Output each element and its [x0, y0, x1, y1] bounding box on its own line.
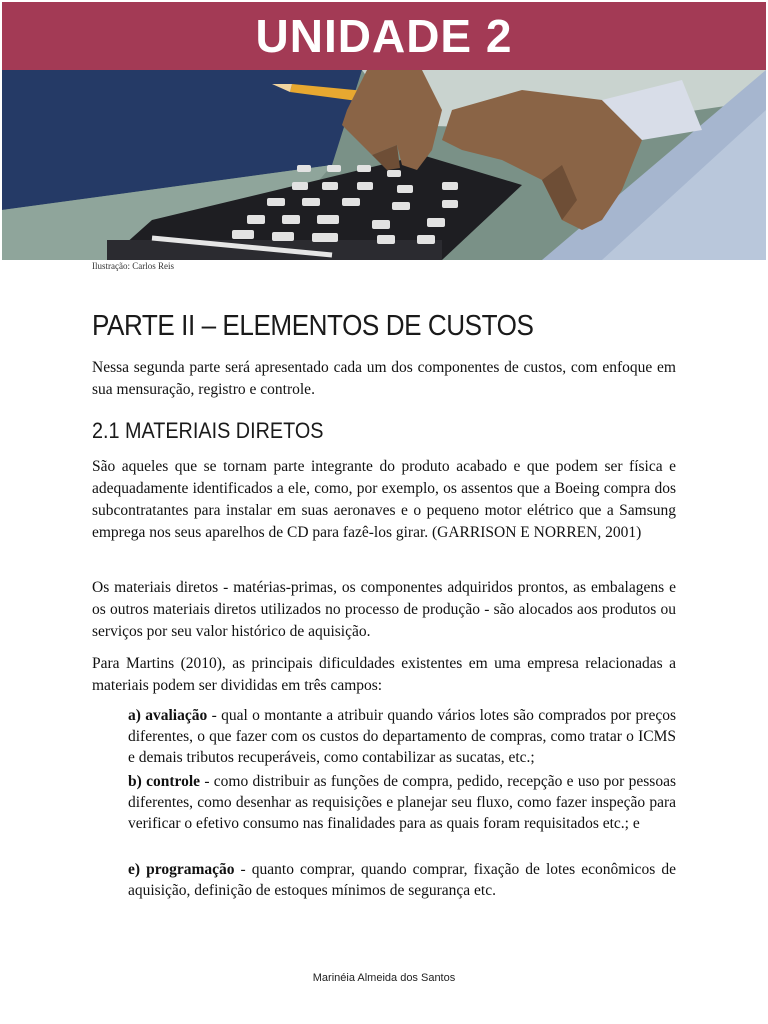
calculator-illustration [2, 70, 766, 260]
list-item-text: - quanto comprar, quando comprar, fixação de lotes econômicos de aquisição, definição de estoques mínimos de segurança etc. [128, 861, 676, 899]
difficulties-intro-paragraph: Para Martins (2010), as principais dificuldades existentes em uma empresa relacionadas a materiais podem ser divididas em três campos: [92, 655, 676, 694]
list-item-control [128, 771, 676, 834]
list-item-term: a) avaliação [128, 707, 208, 724]
list-item-programming [128, 859, 676, 901]
direct-materials-paragraph: Os materiais diretos - matérias-primas, os componentes adquiridos prontos, as embalagens e os outros materiais diretos utilizados no processo de produção - são alocados aos produtos ou serviços por seu valor histórico de aquisição. [92, 579, 676, 640]
definition-paragraph: São aqueles que se tornam parte integrante do produto acabado e que podem ser física e adequadamente identificados a ele, como, por exemplo, os assentos que a Boeing compra dos subcontratantes para instalar em suas aeronaves e o pequeno motor elétrico que a Samsung emprega nos seus aparelhos de CD para fazê-los girar. (GARRISON E NORREN, 2001) [92, 458, 676, 541]
unit-banner [2, 2, 766, 70]
footer-author: Marinéia Almeida dos Santos [312, 972, 456, 984]
list-item-evaluation [128, 705, 676, 768]
part-title: PARTE II – ELEMENTOS DE CUSTOS [92, 310, 534, 342]
list-item-term: b) controle [128, 773, 201, 790]
list-item-text: - como distribuir as funções de compra, pedido, recepção e uso por pessoas diferentes, como desenhar as requisições e planejar seu fluxo, como fazer inspeção para verificar o efetivo consumo nas finalidades para as quais foram requisitados etc.; e [128, 773, 676, 832]
intro-paragraph: Nessa segunda parte será apresentado cada um dos componentes de custos, com enfoque em sua mensuração, registro e controle. [92, 359, 676, 398]
list-item-text: - qual o montante a atribuir quando vários lotes são comprados por preços diferentes, o que fazer com os custos do departamento de compras, como tratar o ICMS e demais tributos recuperáveis, como contabilizar as sucatas, etc.; [128, 707, 676, 766]
list-item-term: e) programação [128, 861, 235, 878]
illustration-credit: Ilustração: Carlos Reis [92, 261, 174, 271]
unit-title: UNIDADE 2 [255, 10, 513, 62]
section-title: 2.1 MATERIAIS DIRETOS [92, 418, 324, 443]
